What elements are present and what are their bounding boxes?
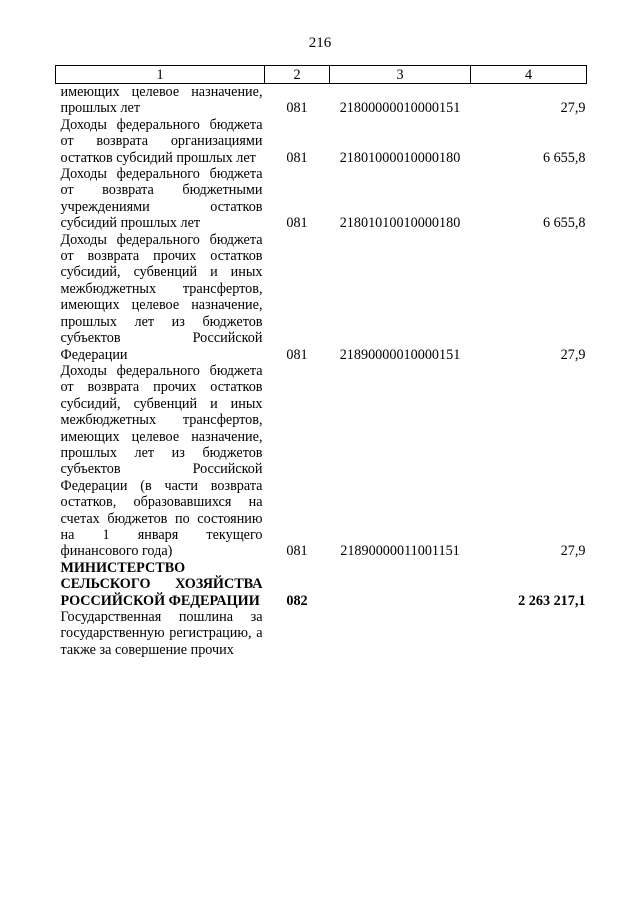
row-name: Доходы федерального бюджета от возврата прочих остатков субсидий, субвенций и иных межбюджетных трансфертов, имеющих целевое назначение, прошлых лет из бюджетов субъектов Российской Федерации: [60, 231, 263, 363]
page-number: 216: [308, 35, 332, 51]
row-admin-code: 081: [286, 215, 308, 232]
row-admin-code: 081: [286, 346, 308, 363]
table-row: [56, 117, 587, 166]
row-amount: 27,9: [560, 543, 586, 560]
table-row: [56, 363, 587, 560]
row-amount: [471, 609, 587, 658]
row-revenue-code: 21890000011001151: [340, 543, 460, 560]
table-row: [56, 609, 587, 658]
row-revenue-code: 21890000010000151: [339, 346, 461, 363]
ministry-name: МИНИСТЕРСТВО СЕЛЬСКОГО ХОЗЯЙСТВА РОССИЙСКОЙ ФЕДЕРАЦИИ: [60, 559, 263, 609]
row-revenue-code: 21800000010000151: [339, 100, 461, 117]
row-amount: 27,9: [560, 346, 586, 363]
table-header-row: [56, 66, 587, 84]
table-row: [56, 232, 587, 363]
row-admin-code: [265, 609, 330, 658]
row-name: Государственная пошлина за государственную регистрацию, а также за совершение прочих: [60, 609, 263, 658]
column-header-1: 1: [56, 66, 265, 84]
row-admin-code: 081: [286, 543, 308, 560]
table-row: [56, 84, 587, 117]
row-amount: 6 655,8: [542, 215, 586, 232]
row-admin-code: 081: [286, 100, 308, 117]
row-admin-code: 081: [286, 149, 308, 166]
column-header-4: 4: [471, 66, 587, 84]
row-revenue-code: 21801010010000180: [339, 215, 461, 232]
row-name: Доходы федерального бюджета от возврата организациями остатков субсидий прошлых лет: [60, 116, 263, 166]
ministry-admin-code: 082: [286, 592, 308, 609]
row-amount: 27,9: [560, 100, 586, 117]
row-amount: 6 655,8: [542, 149, 586, 166]
row-revenue-code: [330, 609, 471, 658]
revenue-table: [55, 65, 587, 658]
row-revenue-code: 21801000010000180: [339, 149, 461, 166]
row-name: Доходы федерального бюджета от возврата прочих остатков субсидий, субвенций и иных межбюджетных трансфертов, имеющих целевое назначение, прошлых лет из бюджетов субъектов Российской Федерации (в части возврата остатков, образовавшихся на счетах бюджетов по состоянию на 1 января текущего финансового года): [60, 362, 263, 560]
row-name: Доходы федерального бюджета от возврата бюджетными учреждениями остатков субсидий прошлых лет: [60, 166, 263, 232]
table-row: [56, 166, 587, 232]
ministry-heading-row: [56, 560, 587, 609]
row-name: имеющих целевое назначение, прошлых лет: [60, 84, 263, 117]
column-header-2: 2: [265, 66, 330, 84]
column-header-3: 3: [330, 66, 471, 84]
ministry-total-amount: 2 263 217,1: [518, 592, 586, 609]
row-revenue-code: [330, 560, 471, 609]
